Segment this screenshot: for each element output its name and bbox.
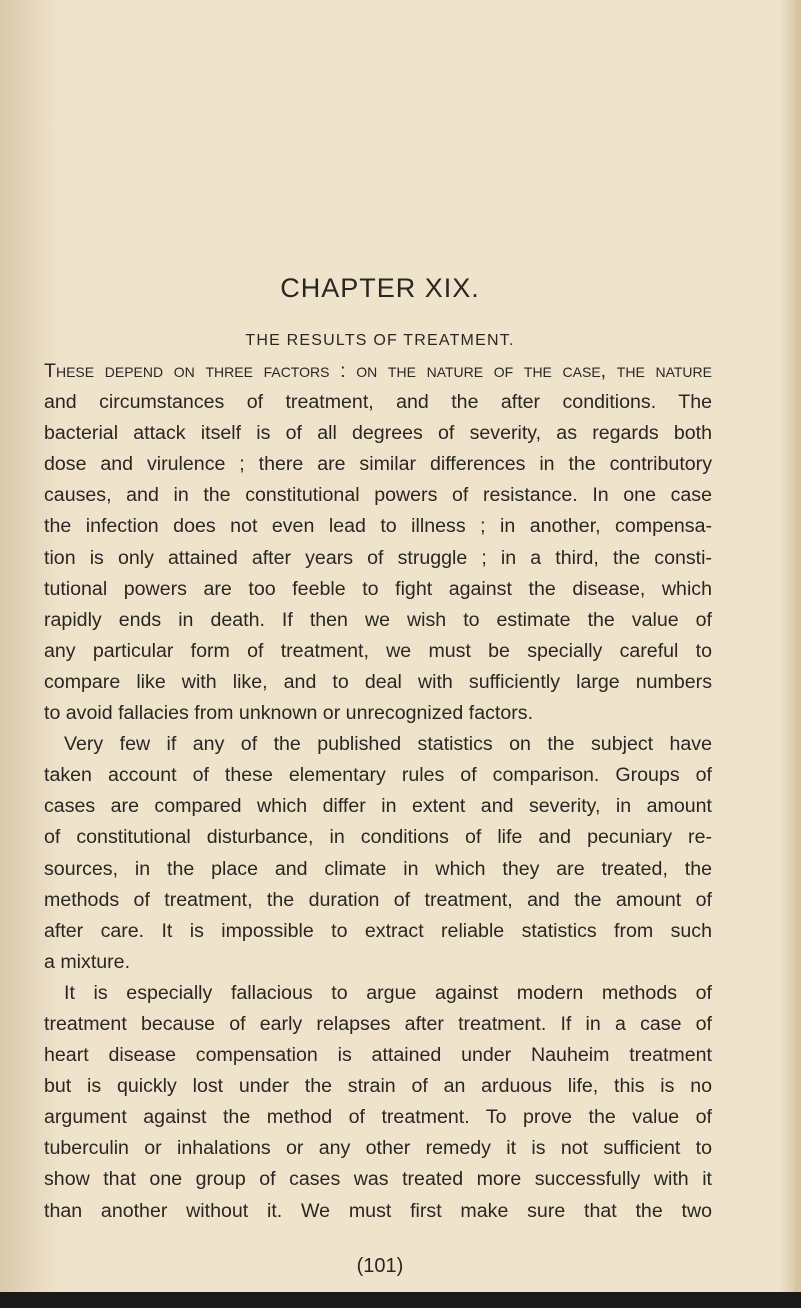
- text-line: tutional powers are too feeble to fight against the disease, which: [44, 577, 712, 600]
- page-number: (101): [356, 1255, 404, 1277]
- text-line: after care. It is impossible to extract reliable statistics from such: [44, 919, 712, 942]
- text-line: heart disease compensation is attained under Nauheim treatment: [44, 1044, 712, 1067]
- text-line: sources, in the place and climate in which they are treated, the: [44, 857, 712, 880]
- text-line: tion is only attained after years of struggle ; in a third, the consti-: [44, 546, 712, 569]
- text-line: dose and virulence ; there are similar differences in the contributory: [44, 453, 712, 476]
- chapter-title: CHAPTER XIX.: [280, 273, 480, 303]
- text-line: taken account of these elementary rules of comparison. Groups of: [44, 764, 712, 787]
- scan-border: [0, 1292, 801, 1308]
- paragraph-2: [44, 729, 712, 978]
- text-line: cases are compared which differ in extent and severity, in amount: [44, 795, 712, 818]
- paragraph-1: [44, 356, 712, 729]
- text-line: and circumstances of treatment, and the after conditions. The: [44, 391, 712, 414]
- text-line: than another without it. We must first make sure that the two: [44, 1199, 712, 1222]
- text-line: argument against the method of treatment. To prove the value of: [44, 1106, 712, 1129]
- text-line: but is quickly lost under the strain of an arduous life, this is no: [44, 1075, 712, 1098]
- text-line: to avoid fallacies from unknown or unrecognized factors.: [44, 702, 534, 725]
- text-line: rapidly ends in death. If then we wish to estimate the value of: [44, 608, 712, 631]
- text-line: any particular form of treatment, we must be specially careful to: [44, 639, 712, 662]
- text-line: Very few if any of the published statistics on the subject have: [64, 733, 712, 756]
- text-line: bacterial attack itself is of all degrees of severity, as regards both: [44, 422, 712, 445]
- text-line: treatment because of early relapses after treatment. If in a case of: [44, 1012, 712, 1035]
- section-title: THE RESULTS OF TREATMENT.: [245, 332, 515, 349]
- page-edge: [795, 0, 801, 1292]
- text-line: the infection does not even lead to illness ; in another, compensa-: [44, 515, 712, 538]
- text-line: of constitutional disturbance, in conditions of life and pecuniary re-: [44, 826, 712, 849]
- paragraph-3: [44, 978, 712, 1227]
- text-line: tuberculin or inhalations or any other remedy it is not sufficient to: [44, 1137, 712, 1160]
- text-line: methods of treatment, the duration of treatment, and the amount of: [44, 888, 712, 911]
- text-line: a mixture.: [44, 950, 131, 973]
- text-line: causes, and in the constitutional powers of resistance. In one case: [44, 484, 712, 507]
- text-line: compare like with like, and to deal with sufficiently large numbers: [44, 670, 712, 693]
- text-line: These depend on three factors : on the nature of the case, the nature: [44, 360, 712, 382]
- text-line: It is especially fallacious to argue against modern methods of: [64, 981, 712, 1004]
- text-line: show that one group of cases was treated more successfully with it: [44, 1168, 712, 1191]
- body-text: [44, 356, 712, 1227]
